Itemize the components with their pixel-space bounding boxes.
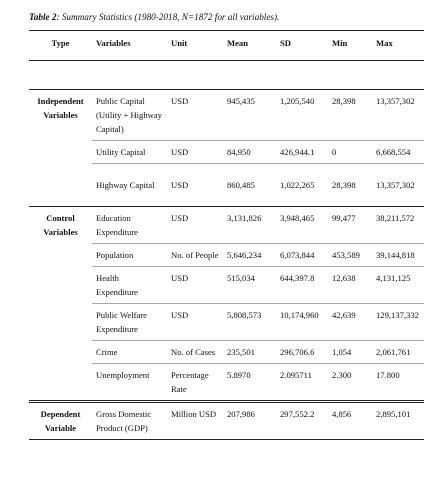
cell-sd: 10,174,960	[276, 304, 328, 341]
cell-max: 2,895,101	[372, 402, 424, 440]
cell-min: 12,638	[328, 267, 372, 304]
cell-mean: 5,646,234	[223, 244, 276, 267]
cell-min: 2.300	[328, 364, 372, 402]
header-type: Type	[29, 31, 92, 61]
cell-variable: Health Expenditure	[92, 267, 167, 304]
cell-max: 6,668,554	[372, 141, 424, 164]
cell-mean: 515,034	[223, 267, 276, 304]
cell-max: 39,144,818	[372, 244, 424, 267]
cell-sd: 296,706.6	[276, 341, 328, 364]
cell-mean: 84,950	[223, 141, 276, 164]
cell-unit: Million USD	[167, 402, 223, 440]
group-type-control: Control Variables	[29, 207, 92, 402]
header-row	[29, 31, 424, 61]
cell-min: 0	[328, 141, 372, 164]
cell-variable: Education Expenditure	[92, 207, 167, 244]
group-type-dependent: Dependent Variable	[29, 402, 92, 440]
cell-mean: 860,485	[223, 164, 276, 207]
cell-sd: 1,022,265	[276, 164, 328, 207]
cell-unit: USD	[167, 304, 223, 341]
cell-max: 13,357,302	[372, 164, 424, 207]
cell-sd: 644,397.8	[276, 267, 328, 304]
cell-min: 28,398	[328, 90, 372, 141]
cell-mean: 235,501	[223, 341, 276, 364]
cell-min: 28,398	[328, 164, 372, 207]
cell-max: 13,357,302	[372, 90, 424, 141]
header-mean: Mean	[223, 31, 276, 61]
cell-max: 17.800	[372, 364, 424, 402]
cell-mean: 3,131,826	[223, 207, 276, 244]
cell-variable: Unemployment	[92, 364, 167, 402]
header-unit: Unit	[167, 31, 223, 61]
cell-max: 129,137,332	[372, 304, 424, 341]
cell-mean: 945,435	[223, 90, 276, 141]
cell-sd: 6,073,844	[276, 244, 328, 267]
cell-variable: Public Capital (Utility + Highway Capital)	[92, 90, 167, 141]
cell-min: 4,856	[328, 402, 372, 440]
spacer-row	[29, 61, 424, 90]
cell-sd: 426,944.1	[276, 141, 328, 164]
cell-unit: USD	[167, 267, 223, 304]
table-row	[29, 402, 424, 440]
cell-mean: 5.8970	[223, 364, 276, 402]
cell-unit: No. of Cases	[167, 341, 223, 364]
table-caption-text: : Summary Statistics (1980-2018, N=1872 for all variables).	[56, 12, 280, 22]
cell-unit: USD	[167, 164, 223, 207]
cell-variable: Crime	[92, 341, 167, 364]
cell-min: 99,477	[328, 207, 372, 244]
header-variables: Variables	[92, 31, 167, 61]
cell-max: 4,131,125	[372, 267, 424, 304]
cell-sd: 3,948,465	[276, 207, 328, 244]
cell-mean: 5,808,573	[223, 304, 276, 341]
cell-unit: Percentage Rate	[167, 364, 223, 402]
cell-sd: 297,552.2	[276, 402, 328, 440]
cell-unit: USD	[167, 90, 223, 141]
header-sd: SD	[276, 31, 328, 61]
cell-variable: Gross Domestic Product (GDP)	[92, 402, 167, 440]
cell-unit: USD	[167, 207, 223, 244]
cell-variable: Highway Capital	[92, 164, 167, 207]
cell-max: 2,061,761	[372, 341, 424, 364]
cell-min: 42,639	[328, 304, 372, 341]
table-row	[29, 90, 424, 141]
cell-min: 453,589	[328, 244, 372, 267]
header-max: Max	[372, 31, 424, 61]
cell-unit: USD	[167, 141, 223, 164]
cell-variable: Population	[92, 244, 167, 267]
table-caption	[29, 12, 279, 22]
cell-max: 38,211,572	[372, 207, 424, 244]
header-min: Min	[328, 31, 372, 61]
cell-min: 1,054	[328, 341, 372, 364]
cell-mean: 207,986	[223, 402, 276, 440]
group-type-independent: Independent Variables	[29, 90, 92, 207]
cell-variable: Public Welfare Expenditure	[92, 304, 167, 341]
cell-unit: No. of People	[167, 244, 223, 267]
summary-statistics-table	[29, 30, 424, 440]
cell-sd: 1,205,540	[276, 90, 328, 141]
cell-sd: 2.095711	[276, 364, 328, 402]
table-caption-label: Table 2	[29, 12, 57, 22]
cell-variable: Utility Capital	[92, 141, 167, 164]
table-row	[29, 207, 424, 244]
